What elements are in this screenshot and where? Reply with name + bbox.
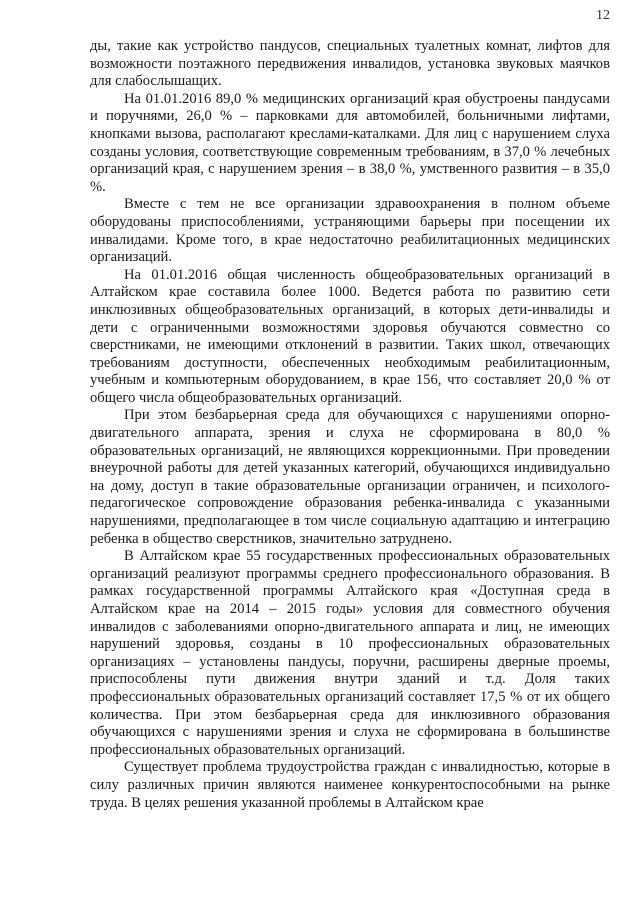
page-number: 12 (596, 8, 610, 23)
paragraph: ды, такие как устройство пандусов, специальных туалетных комнат, лифтов для возможности поэтажного передвижения инвалидов, установка звуковых маячков для слабослышащих. (90, 38, 610, 90)
paragraph: Вместе с тем не все организации здравоохранения в полном объеме оборудованы приспособлениями, устраняющими барьеры при посещении их инвалидами. Кроме того, в крае недостаточно реабилитационных медицинских организаций. (90, 196, 610, 266)
paragraph: На 01.01.2016 89,0 % медицинских организаций края обустроены пандусами и поручнями, 26,0 % – парковками для автомобилей, больничными лифтами, кнопками вызова, располагают креслами-каталками. Для лиц с нарушением слуха созданы условия, соответствующие современным требованиям, в 37,0 % лечебных организаций края, с нарушением зрения – в 38,0 %, умственного развития – в 35,0 %. (90, 90, 610, 195)
paragraph: В Алтайском крае 55 государственных профессиональных образовательных организаций реализуют программы среднего профессионального образования. В рамках государственной программы Алтайского края «Доступная среда в Алтайском крае на 2014 – 2015 годы» условия для совместного обучения инвалидов с заболеваниями опорно-двигательного аппарата и лиц, не имеющих нарушений здоровья, созданы в 10 профессиональных образовательных организациях – установлены пандусы, поручни, расширены дверные проемы, приспособлены пути движения внутри зданий и т.д. Доля таких профессиональных образовательных организаций составляет 17,5 % от их общего количества. При этом безбарьерная среда для инклюзивного образования обучающихся с нарушениями зрения и слуха не сформирована в большинстве профессиональных образовательных организаций. (90, 548, 610, 758)
paragraph: При этом безбарьерная среда для обучающихся с нарушениями опорно-двигательного аппарата, зрения и слуха не сформирована в 80,0 % образовательных организаций, не являющихся коррекционными. При проведении внеурочной работы для детей указанных категорий, обучающихся индивидуально на дому, доступ в такие образовательные организации ограничен, и психолого-педагогическое сопровождение образования ребенка-инвалида с указанными нарушениями, предполагающее в том числе социальную адаптацию и интеграцию ребенка в общество сверстников, значительно затруднено. (90, 407, 610, 547)
paragraph: Существует проблема трудоустройства граждан с инвалидностью, которые в силу различных причин являются наименее конкурентоспособными на рынке труда. В целях решения указанной проблемы в Алтайском крае (90, 759, 610, 811)
paragraph: На 01.01.2016 общая численность общеобразовательных организаций в Алтайском крае составила более 1000. Ведется работа по развитию сети инклюзивных общеобразовательных организаций, в которых дети-инвалиды и дети с ограниченными возможностями здоровья обучаются совместно со сверстниками, не имеющими отклонений в развитии. Таких школ, отвечающих требованиям доступности, обеспеченных необходимым реабилитационным, учебным и компьютерным оборудованием, в крае 156, что составляет 20,0 % от общего числа общеобразовательных организаций. (90, 266, 610, 406)
document-body (90, 38, 610, 812)
